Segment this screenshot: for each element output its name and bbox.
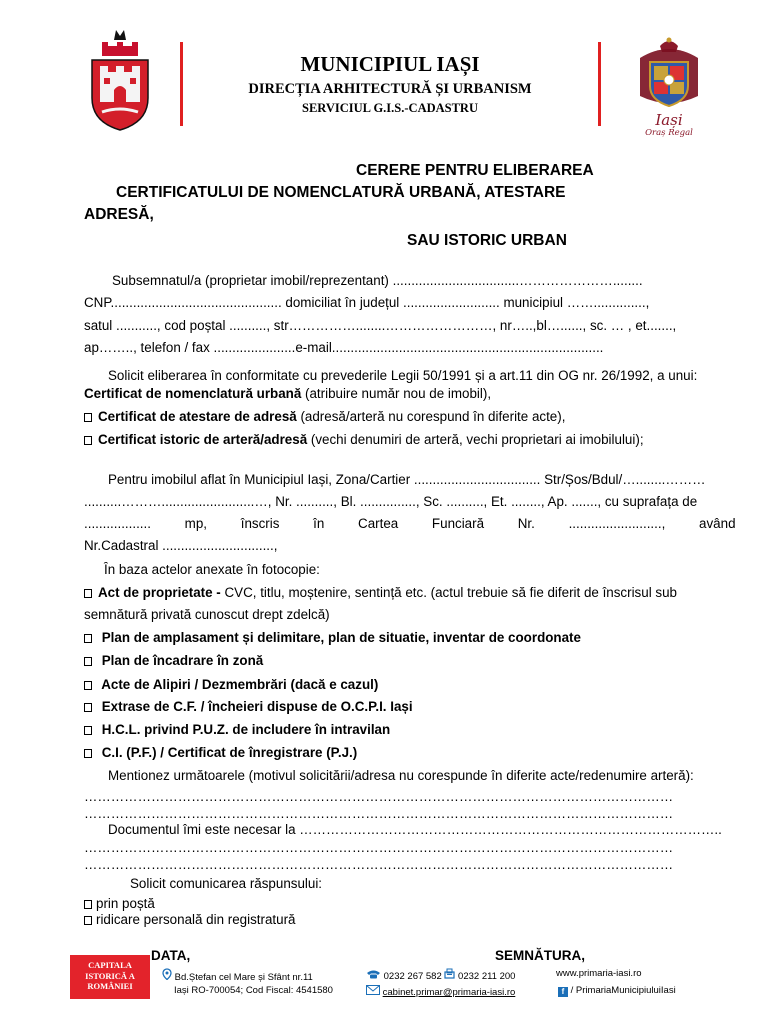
annex-item-label: Plan de amplasament și delimitare, plan de situatie, inventar de coordonate <box>101 630 581 645</box>
signature-label: SEMNĂTURA, <box>495 948 585 963</box>
request-intro: Solicit eliberarea în conformitate cu prevederile Legii 50/1991 și a art.11 din OG nr. 26/1992, a unui: <box>108 368 698 383</box>
request-option-label: Certificat istoric de arteră/adresă <box>98 432 308 447</box>
annex-label: Act de proprietate - <box>98 585 221 600</box>
annex-item-deed[interactable] <box>84 585 738 600</box>
checkbox[interactable] <box>84 681 92 690</box>
annex-item-label: C.I. (P.F.) / Certificat de înregistrare (P.J.) <box>101 745 358 760</box>
request-option-label: Certificat de atestare de adresă <box>98 409 297 424</box>
response-label: Solicit comunicarea răspunsului: <box>130 876 323 891</box>
page-title: MUNICIPIUL IAȘI <box>300 52 480 76</box>
iasi-royal-city-logo <box>632 36 706 140</box>
footer-phone[interactable]: 0232 267 582 <box>383 971 442 982</box>
applicant-line-1: Subsemnatul/a (proprietar imobil/reprezentant) ..................................…………………........ <box>112 273 643 288</box>
request-option-note: (vechi denumiri de arteră, vechi proprietari ai imobilului); <box>307 432 644 447</box>
map-pin-icon <box>162 968 172 983</box>
footer-address: Bd.Ștefan cel Mare și Sfânt nr.11 <box>174 972 313 983</box>
annex-item-deed-note: semnătură privată cunoscut drept zdelcă) <box>84 607 330 622</box>
response-option-mail[interactable] <box>84 896 738 911</box>
request-option-label: Certificat de nomenclatură urbană <box>84 386 302 401</box>
annex-item[interactable] <box>84 699 738 714</box>
badge-line: CAPITALA <box>88 960 132 970</box>
footer-website[interactable]: www.primaria-iasi.ro <box>556 968 642 979</box>
checkbox[interactable] <box>84 916 92 925</box>
coat-of-arms-iasi-logo <box>88 28 152 132</box>
annex-item[interactable] <box>84 653 738 668</box>
logo-city-name: Iași <box>655 111 683 129</box>
checkbox[interactable] <box>84 726 92 735</box>
annexes-intro: În baza actelor anexate în fotocopie: <box>104 562 320 577</box>
property-line-3-text: .................. mp, înscris în Cartea Funciară Nr. ........................., având <box>84 516 736 531</box>
fax-icon <box>444 968 455 982</box>
mention-dots-1[interactable]: …………………………………………………………………………………………………………………… <box>84 789 674 804</box>
property-line-3 <box>84 516 738 531</box>
applicant-line-4: ap…….., telefon / fax ......................e-mail......................................................................... <box>84 340 604 355</box>
request-option-note: (atribuire număr nou de imobil), <box>301 386 492 401</box>
header-divider-left <box>180 42 183 126</box>
checkbox[interactable] <box>84 657 92 666</box>
request-option-note: (adresă/arteră nu corespund în diferite acte), <box>296 409 566 424</box>
directorate-name: DIRECȚIA ARHITECTURĂ ȘI URBANISM <box>248 81 532 97</box>
form-title-line3: ADRESĂ, <box>84 206 154 223</box>
checkbox[interactable] <box>84 413 92 422</box>
request-option-2[interactable] <box>84 409 738 424</box>
annex-item[interactable] <box>84 745 738 760</box>
footer-fax[interactable]: 0232 211 200 <box>458 971 516 982</box>
checkbox[interactable] <box>84 749 92 758</box>
mention-dots-3[interactable]: …………………………………………………………………………………………………………………… <box>84 840 674 855</box>
document-needed-line[interactable]: Documentul îmi este necesar la ………………………………………………………………………………….. <box>108 822 722 837</box>
annex-item-label: H.C.L. privind P.U.Z. de includere în intravilan <box>101 722 391 737</box>
badge-line: ROMÂNIEI <box>87 981 133 991</box>
response-option-label: ridicare personală din registratură <box>96 912 296 927</box>
checkbox[interactable] <box>84 634 92 643</box>
form-title-line4: SAU ISTORIC URBAN <box>407 232 567 249</box>
phone-icon <box>366 969 381 982</box>
applicant-line-3: satul ..........., cod poștal .........., str……………........……………………, nr…..,bl…......, sc. … , et......., <box>84 318 677 333</box>
annex-note: CVC, titlu, moștenire, sentință etc. (actul trebuie să fie diferit de înscrisul sub <box>220 585 677 600</box>
checkbox[interactable] <box>84 900 92 909</box>
mention-dots-4[interactable]: …………………………………………………………………………………………………………………… <box>84 857 674 872</box>
request-option-1[interactable] <box>84 386 738 401</box>
annex-item[interactable] <box>84 677 738 692</box>
footer-address-line1 <box>162 968 313 983</box>
footer-facebook-line: f / PrimariaMunicipiuluiIasi <box>558 985 676 997</box>
property-line-1: Pentru imobilul aflat în Municipiul Iași, Zona/Cartier .................................. Str/Șos/Bdul/…........……… <box>108 472 706 487</box>
response-option-pickup[interactable] <box>84 912 738 927</box>
annex-item-label: Plan de încadrare în zonă <box>101 653 264 668</box>
footer-address-line2: Iași RO-700054; Cod Fiscal: 4541580 <box>174 985 333 996</box>
capitala-istorica-badge <box>70 955 150 999</box>
mention-dots-2[interactable]: …………………………………………………………………………………………………………………… <box>84 806 674 821</box>
applicant-line-2: CNP.............................................. domiciliat în județul .......................... municipiul …….............., <box>84 295 650 310</box>
footer-email-line <box>366 985 515 998</box>
header-divider-right <box>598 42 601 126</box>
badge-line: ISTORICĂ A <box>85 970 135 981</box>
date-label: DATA, <box>151 948 191 963</box>
footer-email[interactable]: cabinet.primar@primaria-iasi.ro <box>382 987 516 998</box>
request-option-3[interactable] <box>84 432 738 447</box>
property-line-2: ..........……….........................…, Nr. .........., Bl. ..............., Sc. .........., Et. ........, Ap. ......., cu suprafața de <box>84 494 698 509</box>
checkbox[interactable] <box>84 703 92 712</box>
annex-item[interactable] <box>84 722 738 737</box>
response-option-label: prin poștă <box>96 896 155 911</box>
annex-item-label: Extrase de C.F. / încheieri dispuse de O.C.P.I. Iași <box>101 699 413 714</box>
email-icon <box>366 985 380 998</box>
form-title-line2: CERTIFICATULUI DE NOMENCLATURĂ URBANĂ, ATESTARE <box>116 184 566 201</box>
facebook-icon: f <box>558 987 568 997</box>
footer-phone-line <box>366 968 515 982</box>
checkbox[interactable] <box>84 436 92 445</box>
mention-label: Mentionez următoarele (motivul solicitării/adresa nu corespunde în diferite acte/redenumire arteră): <box>108 768 694 783</box>
checkbox[interactable] <box>84 589 92 598</box>
service-name: SERVICIUL G.I.S.-CADASTRU <box>302 101 478 115</box>
footer-facebook[interactable]: PrimariaMunicipiuluiIasi <box>575 985 676 996</box>
property-line-4: Nr.Cadastral .............................., <box>84 538 278 553</box>
form-title-line1: CERERE PENTRU ELIBERAREA <box>356 162 594 179</box>
annex-item-label: Acte de Alipiri / Dezmembrări (dacă e cazul) <box>101 677 379 692</box>
logo-royal-city: Oraș Regal <box>645 128 693 138</box>
annex-item[interactable] <box>84 630 738 645</box>
